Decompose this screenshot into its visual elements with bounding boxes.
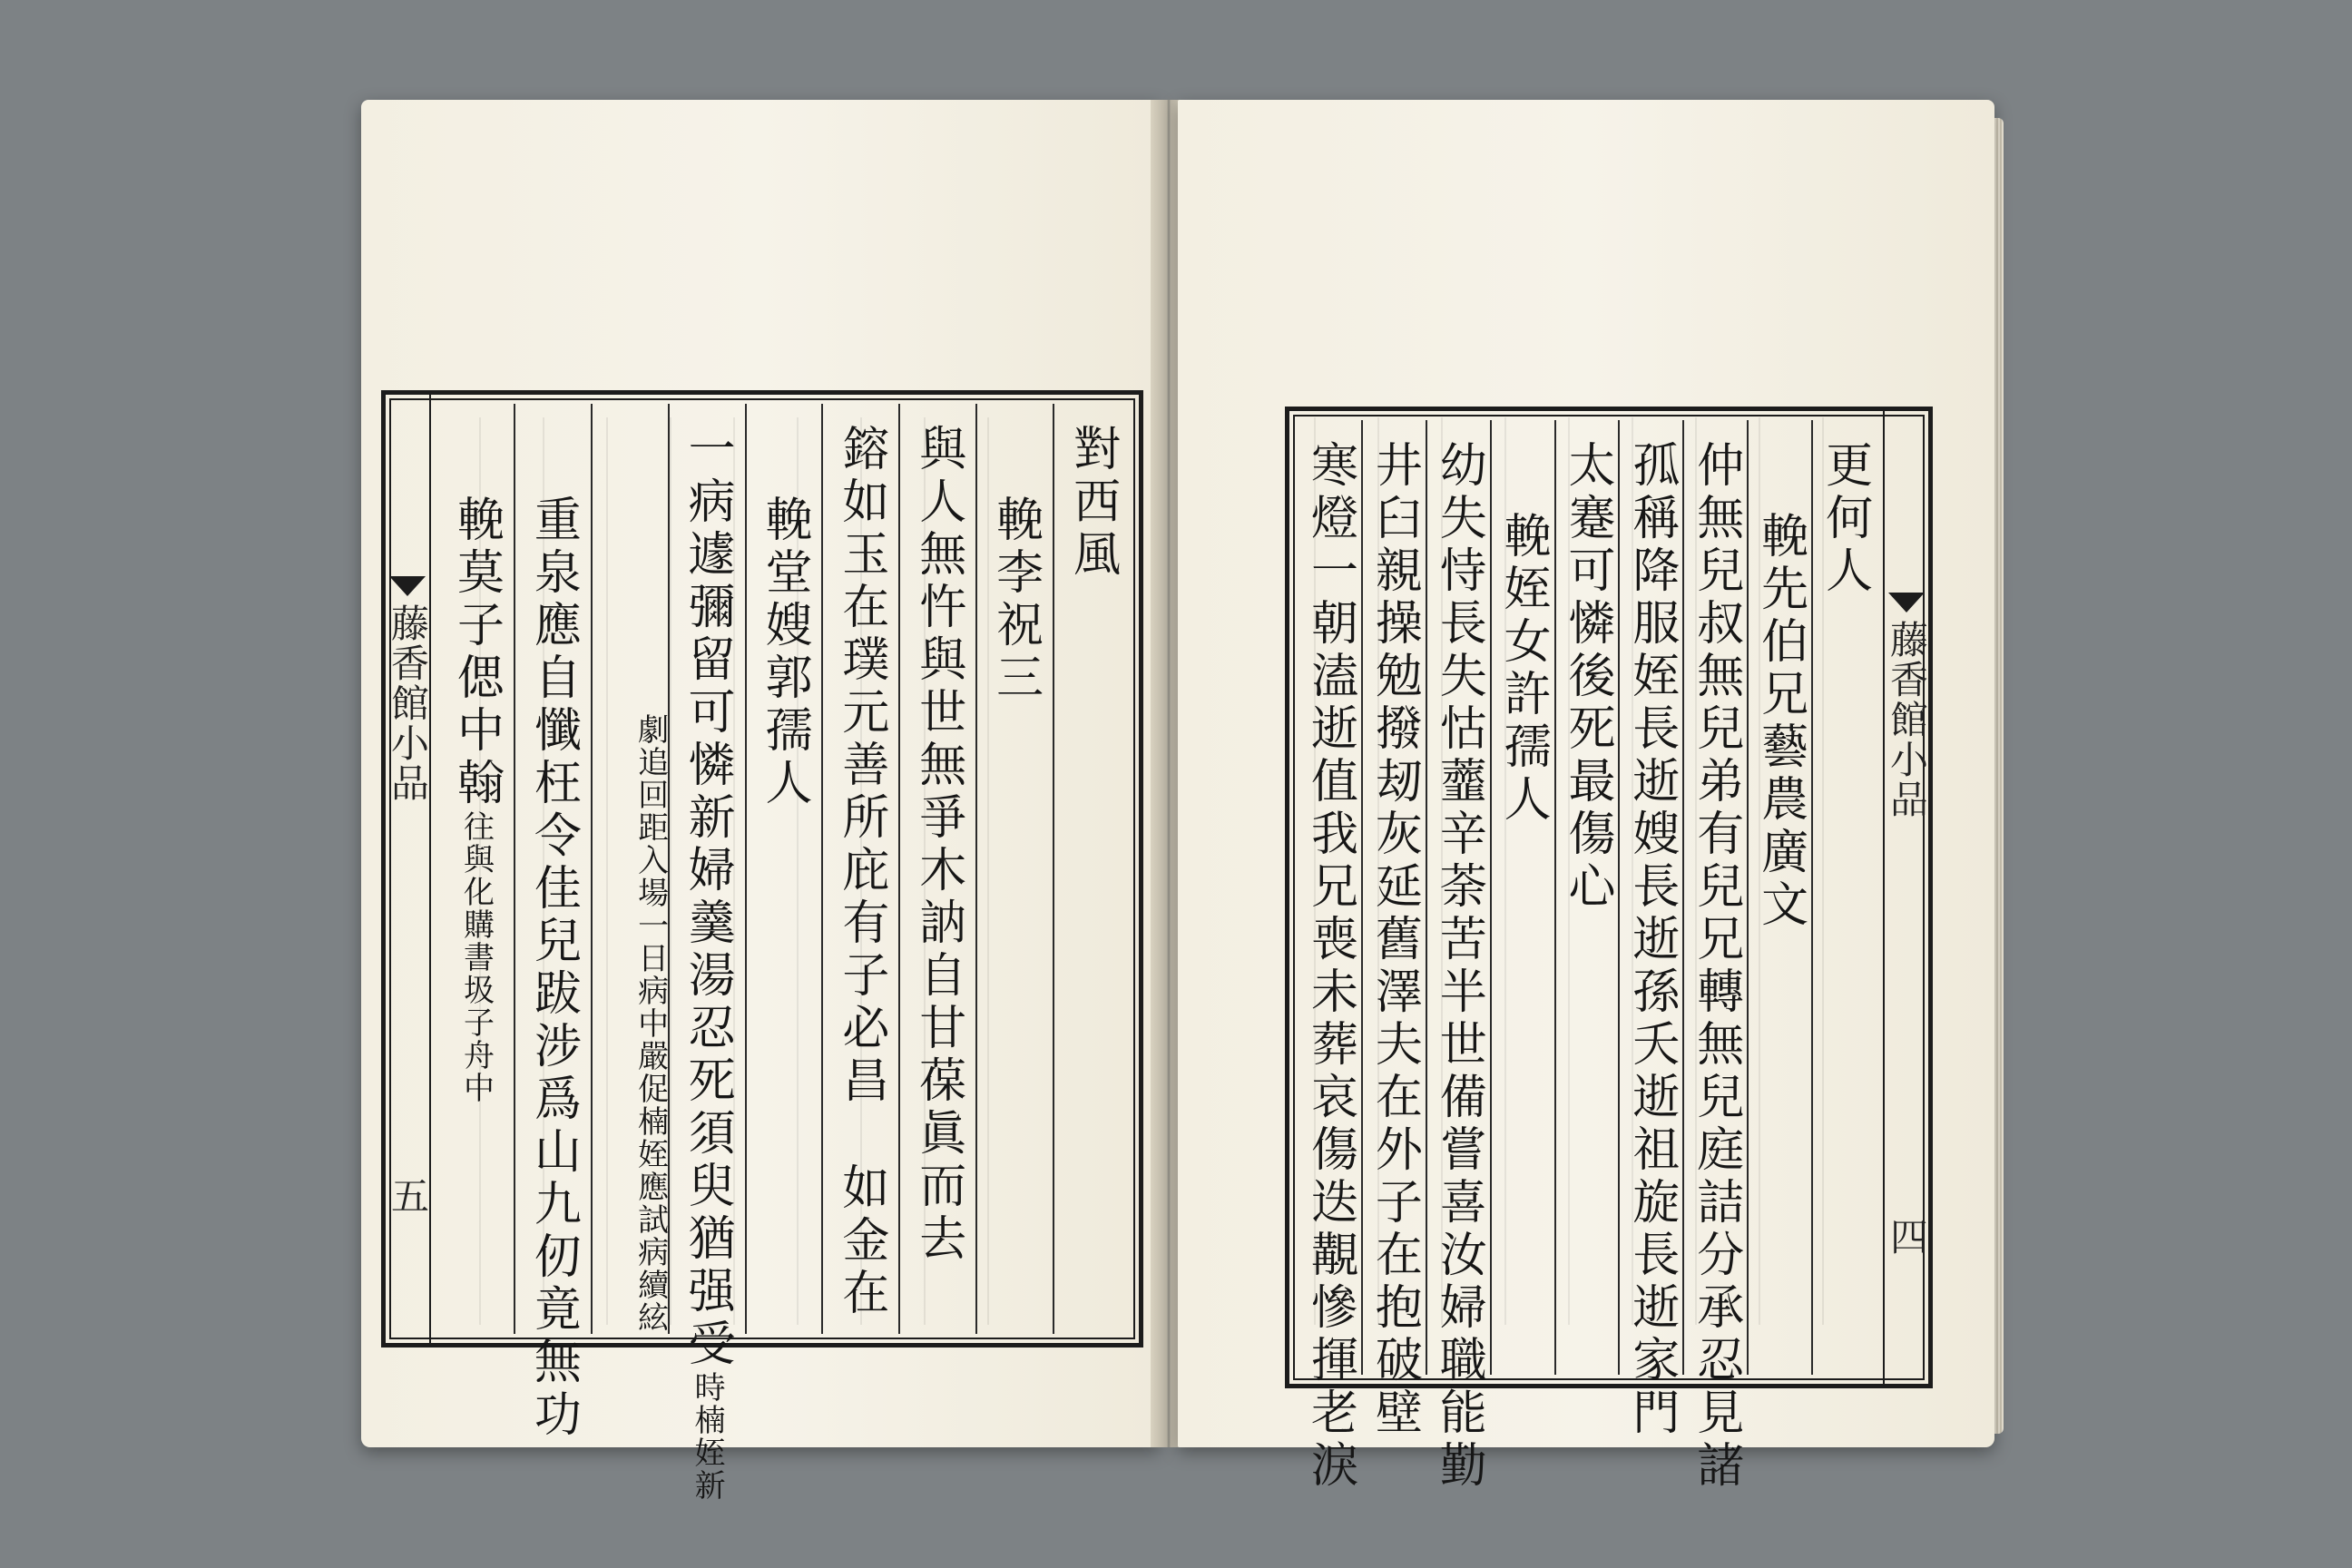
fishtail-mark bbox=[389, 576, 426, 596]
text-column: 幼失恃長失怙虀辛荼苦半世備嘗喜汝婦職能勤 bbox=[1426, 420, 1490, 1375]
text-column: 輓堂嫂郭孺人 bbox=[745, 404, 822, 1334]
text-column: 寒燈一朝溘逝值我兄喪未葬哀傷迭覯慘揮老淚 bbox=[1302, 440, 1357, 1493]
text-column: 更何人 bbox=[1811, 420, 1876, 1375]
book-title: 藤香館小品 bbox=[1885, 620, 1929, 819]
right-page-margin-column bbox=[1883, 411, 1928, 1384]
right-page-frame bbox=[1285, 407, 1933, 1493]
book-title: 藤香館小品 bbox=[386, 603, 430, 803]
right-page bbox=[1178, 100, 1994, 1493]
text-column: 對西風 bbox=[1053, 404, 1130, 1334]
text-column: 鎔如玉在璞元善所庇有子必昌 如金在 bbox=[821, 404, 898, 1334]
annotation: 往與化購書圾子舟中 bbox=[457, 810, 495, 1104]
text-column: 井臼親操勉撥刼灰延舊澤 夫在外子在抱破壁 bbox=[1361, 420, 1426, 1375]
text-column: 輓姪女許孺人 bbox=[1490, 420, 1554, 1375]
text-column: 一病遽彌留可憐新婦羹湯忍死須臾猶强受 時楠姪新 bbox=[668, 404, 745, 1334]
page-number: 五 bbox=[386, 1176, 430, 1216]
text-column: 輓先伯兄藝農廣文 bbox=[1747, 420, 1811, 1375]
annotation-column: 續絃 病中嚴促楠姪應試病 劇追回距入場一日 bbox=[591, 404, 668, 1334]
annotation: 時楠姪新 bbox=[689, 1371, 726, 1502]
text-column: 孤稱降服 姪長逝嫂長逝孫夭逝祖旋長逝家門 bbox=[1618, 420, 1682, 1375]
left-page-frame bbox=[381, 390, 1143, 1502]
fishtail-mark bbox=[1888, 593, 1925, 612]
left-page bbox=[361, 100, 1160, 1502]
text-column: 與人無忤與世無爭木訥自甘葆眞而去 bbox=[898, 404, 975, 1334]
text-column: 輓莫子偲中翰 往與化購書圾子舟中 bbox=[448, 495, 504, 1104]
open-book bbox=[361, 100, 1994, 1502]
text-column: 太蹇可憐後死最傷心 bbox=[1554, 420, 1619, 1375]
text-column: 重泉應自懺枉令佳兒跋涉爲山九仞竟無功 bbox=[514, 404, 591, 1334]
text-columns bbox=[438, 404, 1130, 1502]
text-column: 輓李祝三 bbox=[975, 404, 1053, 1334]
page-number: 四 bbox=[1885, 1217, 1929, 1257]
text-column: 仲無兒叔無兒弟有兒兄轉無兒庭詰分承忍見諸 bbox=[1682, 420, 1747, 1375]
left-page-margin-column bbox=[386, 395, 431, 1343]
text-columns bbox=[1298, 420, 1876, 1493]
